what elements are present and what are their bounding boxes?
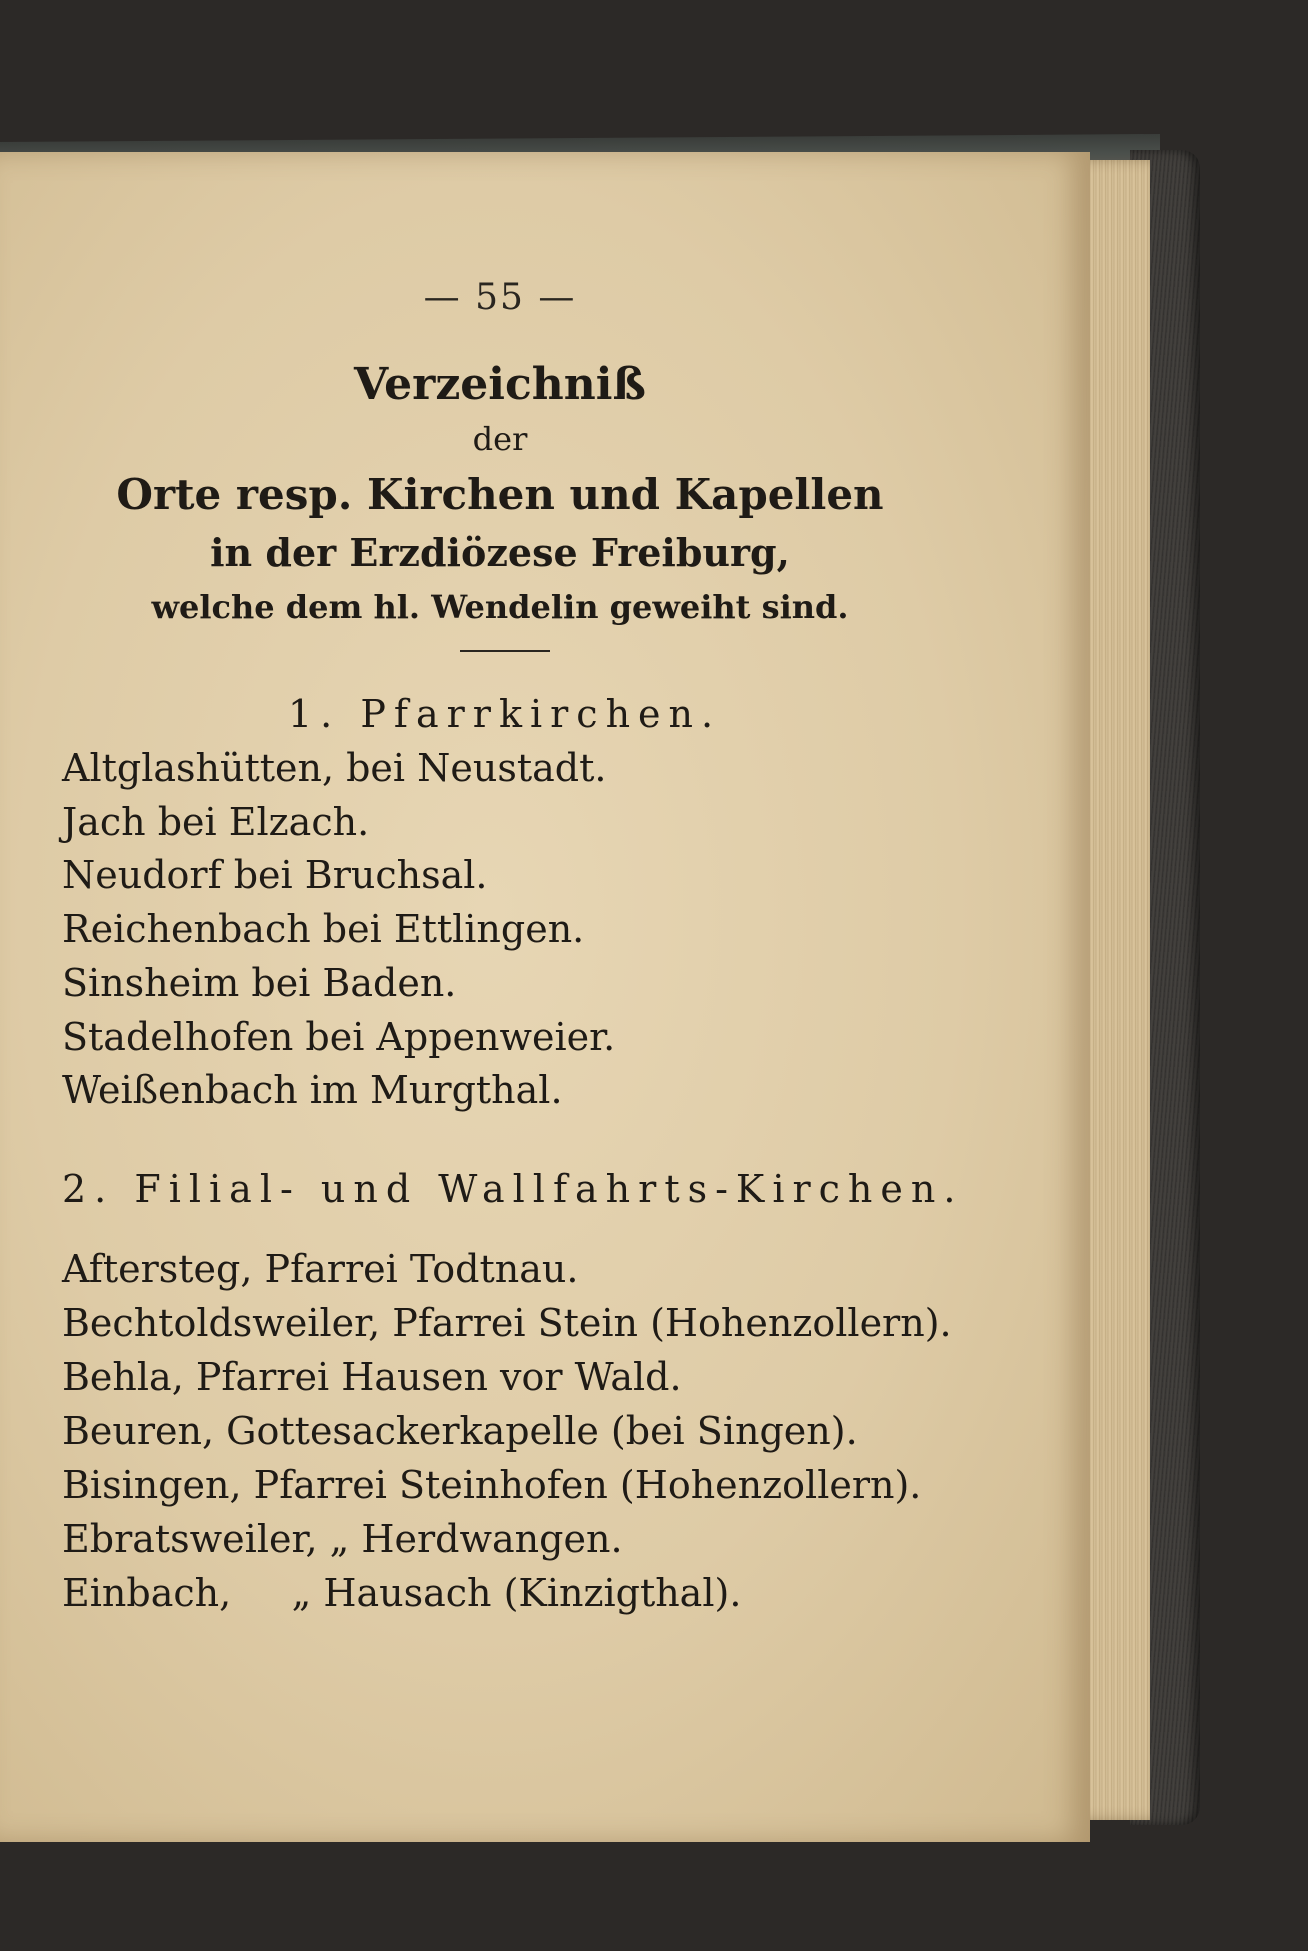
title-der: der: [472, 420, 528, 458]
title-erzdioezese: in der Erzdiözese Freiburg,: [210, 530, 790, 575]
heading-block: [0, 357, 1000, 629]
list-item: Weißenbach im Murgthal.: [62, 1068, 563, 1113]
list-item: Behla, Pfarrei Hausen vor Wald.: [62, 1355, 682, 1399]
page-number: — 55 —: [423, 277, 577, 318]
title-orte: Orte resp. Kirchen und Kapellen: [116, 470, 884, 519]
filial-kirchen-list: [62, 1242, 952, 1620]
list-item: Bisingen, Pfarrei Steinhofen (Hohenzollern).: [62, 1463, 922, 1507]
section-heading-pfarrkirchen: 1. Pfarrkirchen.: [288, 692, 722, 736]
list-item: Beuren, Gottesackerkapelle (bei Singen).: [62, 1409, 858, 1453]
book-page: [0, 152, 1090, 1842]
pfarrkirchen-list: [62, 742, 615, 1118]
page-title: Verzeichniß: [354, 359, 646, 410]
title-welche: welche dem hl. Wendelin geweiht sind.: [151, 588, 849, 626]
list-item: Einbach, „ Hausach (Kinzigthal).: [62, 1571, 742, 1615]
list-item: Stadelhofen bei Appenweier.: [62, 1014, 616, 1059]
list-item: Sinsheim bei Baden.: [62, 960, 457, 1005]
list-item: Neudorf bei Bruchsal.: [62, 853, 488, 898]
list-item: Reichenbach bei Ettlingen.: [62, 907, 585, 952]
list-item: Ebratsweiler, „ Herdwangen.: [62, 1517, 623, 1561]
section-heading-filial-kirchen: 2. Filial- und Wallfahrts-Kirchen.: [62, 1167, 964, 1211]
divider-rule: [460, 650, 550, 652]
list-item: Bechtoldsweiler, Pfarrei Stein (Hohenzollern).: [62, 1301, 952, 1345]
list-item: Jach bei Elzach.: [62, 799, 370, 844]
list-item: Altglashütten, bei Neustadt.: [62, 746, 607, 790]
list-item: Aftersteg, Pfarrei Todtnau.: [62, 1247, 579, 1291]
